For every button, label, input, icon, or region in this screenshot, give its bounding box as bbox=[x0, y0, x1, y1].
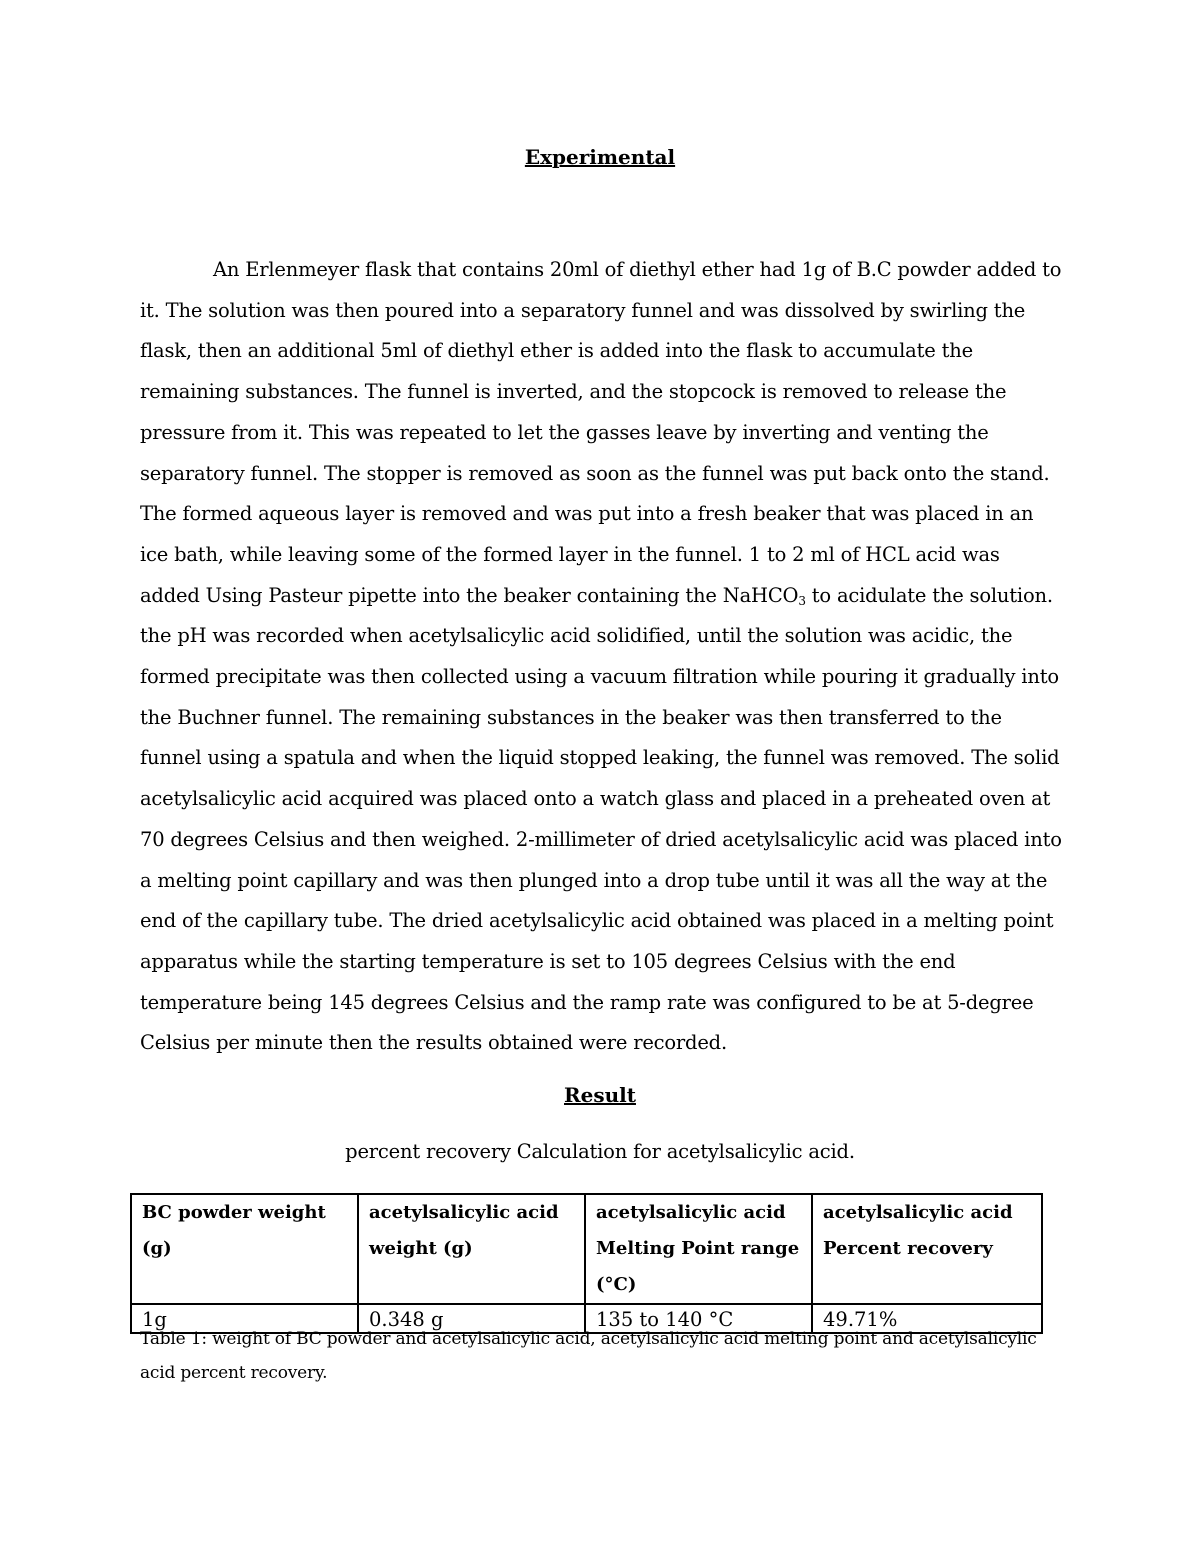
table-title: percent recovery Calculation for acetylsalicylic acid. bbox=[345, 1140, 855, 1163]
cell-bc-powder-weight: 1g bbox=[131, 1304, 358, 1333]
paragraph-text-part-1: An Erlenmeyer flask that contains 20ml of diethyl ether had 1g of B.C powder added to it. The solution was then poured into a separatory funnel and was dissolved by swirling the flask, then an additional 5ml of diethyl ether is added into the flask to accumulate the remaining substances. The funnel is inverted, and the stopcock is removed to release the pressure from it. This was repeated to let the gasses leave by inverting and venting the separatory funnel. The stopper is removed as soon as the funnel was put back onto the stand. The formed aqueous layer is removed and was put into a fresh beaker that was placed in an ice bath, while leaving some of the formed layer in the funnel. 1 to 2 ml of HCL acid was added Using Pasteur pipette into the beaker containing the NaHCO bbox=[140, 258, 1062, 607]
cell-percent-recovery: 49.71% bbox=[812, 1304, 1042, 1333]
table-caption: Table 1: weight of BC powder and acetylsalicylic acid, acetylsalicylic acid melting point and acetylsalicylic acid percent recovery. bbox=[140, 1329, 1037, 1383]
experimental-paragraph bbox=[140, 250, 1065, 1064]
results-table bbox=[130, 1193, 1043, 1334]
result-heading: Result bbox=[564, 1083, 636, 1107]
header-acid-weight: acetylsalicylic acid weight (g) bbox=[358, 1194, 585, 1304]
header-melting-point: acetylsalicylic acid Melting Point range (°C) bbox=[585, 1194, 812, 1304]
cell-melting-point: 135 to 140 °C bbox=[585, 1304, 812, 1333]
subscript-3: 3 bbox=[798, 593, 806, 608]
header-bc-powder-weight: BC powder weight (g) bbox=[131, 1194, 358, 1304]
table-header-row bbox=[131, 1194, 1042, 1304]
cell-acid-weight: 0.348 g bbox=[358, 1304, 585, 1333]
header-percent-recovery: acetylsalicylic acid Percent recovery bbox=[812, 1194, 1042, 1304]
paragraph-text-part-2: to acidulate the solution. the pH was recorded when acetylsalicylic acid solidified, until the solution was acidic, the formed precipitate was then collected using a vacuum filtration while pouring it gradually into the Buchner funnel. The remaining substances in the beaker was then transferred to the funnel using a spatula and when the liquid stopped leaking, the funnel was removed. The solid acetylsalicylic acid acquired was placed onto a watch glass and placed in a preheated oven at 70 degrees Celsius and then weighed. 2-millimeter of dried acetylsalicylic acid was placed into a melting point capillary and was then plunged into a drop tube until it was all the way at the end of the capillary tube. The dried acetylsalicylic acid obtained was placed in a melting point apparatus while the starting temperature is set to 105 degrees Celsius with the end temperature being 145 degrees Celsius and the ramp rate was configured to be at 5-degree Celsius per minute then the results obtained were recorded. bbox=[140, 583, 1062, 1055]
experimental-heading: Experimental bbox=[524, 145, 676, 169]
